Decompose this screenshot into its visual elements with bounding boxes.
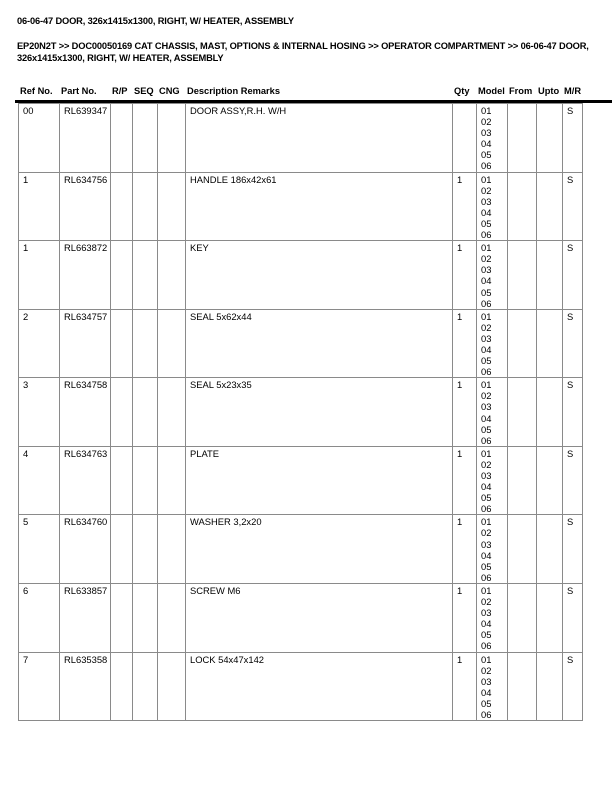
model-line: 03 bbox=[481, 607, 492, 619]
col-header-ref-no: Ref No. bbox=[20, 86, 53, 96]
rp-cell bbox=[111, 309, 133, 378]
part-no-cell: RL633857 bbox=[60, 583, 111, 652]
model-line: 05 bbox=[481, 697, 492, 709]
model-line: 04 bbox=[481, 138, 492, 150]
model-line: 02 bbox=[481, 596, 492, 608]
model-line: 05 bbox=[481, 217, 492, 229]
model-line: 06 bbox=[481, 297, 492, 309]
table-row bbox=[19, 446, 583, 515]
model-cell bbox=[477, 104, 508, 173]
from-cell bbox=[508, 378, 537, 447]
model-line: 02 bbox=[481, 664, 492, 676]
model-line: 06 bbox=[481, 434, 492, 446]
model-line: 04 bbox=[481, 618, 492, 630]
model-cell bbox=[477, 515, 508, 584]
model-line: 05 bbox=[481, 560, 492, 572]
cng-cell bbox=[158, 446, 186, 515]
from-cell bbox=[508, 241, 537, 310]
qty-cell: 1 bbox=[453, 446, 477, 515]
model-line: 03 bbox=[481, 127, 492, 139]
table-row bbox=[19, 241, 583, 310]
model-line: 05 bbox=[481, 629, 492, 641]
model-line: 02 bbox=[481, 116, 492, 128]
table-row bbox=[19, 652, 583, 721]
mr-cell: S bbox=[563, 172, 583, 241]
rp-cell bbox=[111, 446, 133, 515]
model-cell bbox=[477, 309, 508, 378]
description-cell: HANDLE 186x42x61 bbox=[186, 172, 453, 241]
upto-cell bbox=[537, 172, 563, 241]
model-line: 02 bbox=[481, 321, 492, 333]
model-line: 01 bbox=[481, 584, 492, 596]
column-header-row bbox=[18, 86, 582, 96]
ref-no-cell: 1 bbox=[19, 241, 60, 310]
rp-cell bbox=[111, 378, 133, 447]
col-header-seq: SEQ bbox=[134, 86, 154, 96]
part-no-cell: RL634758 bbox=[60, 378, 111, 447]
model-line: 03 bbox=[481, 195, 492, 207]
part-no-cell: RL634757 bbox=[60, 309, 111, 378]
description-cell: SCREW M6 bbox=[186, 583, 453, 652]
model-line: 05 bbox=[481, 149, 492, 161]
col-header-upto: Upto bbox=[538, 86, 560, 96]
col-header-rp: R/P bbox=[112, 86, 128, 96]
rp-cell bbox=[111, 515, 133, 584]
col-header-part-no: Part No. bbox=[61, 86, 97, 96]
model-line: 03 bbox=[481, 538, 492, 550]
upto-cell bbox=[537, 583, 563, 652]
from-cell bbox=[508, 309, 537, 378]
model-line: 01 bbox=[481, 173, 492, 185]
upto-cell bbox=[537, 104, 563, 173]
from-cell bbox=[508, 652, 537, 721]
ref-no-cell: 4 bbox=[19, 446, 60, 515]
part-no-cell: RL634760 bbox=[60, 515, 111, 584]
description-cell: KEY bbox=[186, 241, 453, 310]
parts-table-body bbox=[19, 104, 583, 721]
model-line: 04 bbox=[481, 412, 492, 424]
model-line: 06 bbox=[481, 640, 492, 652]
model-cell bbox=[477, 378, 508, 447]
from-cell bbox=[508, 515, 537, 584]
model-line: 01 bbox=[481, 653, 492, 665]
qty-cell bbox=[453, 104, 477, 173]
cng-cell bbox=[158, 309, 186, 378]
description-cell: SEAL 5x23x35 bbox=[186, 378, 453, 447]
model-line: 06 bbox=[481, 366, 492, 378]
part-no-cell: RL663872 bbox=[60, 241, 111, 310]
model-line: 04 bbox=[481, 275, 492, 287]
upto-cell bbox=[537, 309, 563, 378]
qty-cell: 1 bbox=[453, 241, 477, 310]
table-row bbox=[19, 104, 583, 173]
mr-cell: S bbox=[563, 241, 583, 310]
from-cell bbox=[508, 583, 537, 652]
qty-cell: 1 bbox=[453, 309, 477, 378]
upto-cell bbox=[537, 378, 563, 447]
model-line: 01 bbox=[481, 105, 492, 116]
description-cell: DOOR ASSY,R.H. W/H bbox=[186, 104, 453, 173]
mr-cell: S bbox=[563, 446, 583, 515]
seq-cell bbox=[133, 652, 158, 721]
model-line: 05 bbox=[481, 286, 492, 298]
qty-cell: 1 bbox=[453, 378, 477, 447]
mr-cell: S bbox=[563, 309, 583, 378]
table-row bbox=[19, 515, 583, 584]
ref-no-cell: 2 bbox=[19, 309, 60, 378]
model-cell bbox=[477, 241, 508, 310]
rp-cell bbox=[111, 652, 133, 721]
table-row bbox=[19, 583, 583, 652]
cng-cell bbox=[158, 378, 186, 447]
model-line: 05 bbox=[481, 423, 492, 435]
model-line: 06 bbox=[481, 503, 492, 515]
ref-no-cell: 1 bbox=[19, 172, 60, 241]
col-header-mr: M/R bbox=[564, 86, 582, 96]
mr-cell: S bbox=[563, 104, 583, 173]
ref-no-cell: 7 bbox=[19, 652, 60, 721]
model-line: 06 bbox=[481, 708, 492, 720]
table-row bbox=[19, 378, 583, 447]
description-cell: PLATE bbox=[186, 446, 453, 515]
model-line: 06 bbox=[481, 229, 492, 241]
from-cell bbox=[508, 172, 537, 241]
upto-cell bbox=[537, 446, 563, 515]
model-line: 05 bbox=[481, 492, 492, 504]
cng-cell bbox=[158, 515, 186, 584]
model-line: 02 bbox=[481, 390, 492, 402]
cng-cell bbox=[158, 241, 186, 310]
mr-cell: S bbox=[563, 515, 583, 584]
rp-cell bbox=[111, 583, 133, 652]
table-row bbox=[19, 172, 583, 241]
model-cell bbox=[477, 446, 508, 515]
ref-no-cell: 5 bbox=[19, 515, 60, 584]
qty-cell: 1 bbox=[453, 583, 477, 652]
mr-cell: S bbox=[563, 583, 583, 652]
column-header-labels bbox=[18, 86, 582, 96]
model-line: 02 bbox=[481, 184, 492, 196]
seq-cell bbox=[133, 104, 158, 173]
model-line: 01 bbox=[481, 242, 492, 254]
part-no-cell: RL634756 bbox=[60, 172, 111, 241]
seq-cell bbox=[133, 446, 158, 515]
description-cell: LOCK 54x47x142 bbox=[186, 652, 453, 721]
model-line: 06 bbox=[481, 571, 492, 583]
part-no-cell: RL635358 bbox=[60, 652, 111, 721]
part-no-cell: RL634763 bbox=[60, 446, 111, 515]
rp-cell bbox=[111, 104, 133, 173]
rp-cell bbox=[111, 172, 133, 241]
model-line: 01 bbox=[481, 447, 492, 459]
ref-no-cell: 3 bbox=[19, 378, 60, 447]
seq-cell bbox=[133, 515, 158, 584]
seq-cell bbox=[133, 172, 158, 241]
model-line: 04 bbox=[481, 343, 492, 355]
col-header-qty: Qty bbox=[454, 86, 470, 96]
cng-cell bbox=[158, 104, 186, 173]
cng-cell bbox=[158, 583, 186, 652]
description-cell: WASHER 3,2x20 bbox=[186, 515, 453, 584]
model-cell bbox=[477, 652, 508, 721]
model-line: 04 bbox=[481, 686, 492, 698]
model-line: 05 bbox=[481, 355, 492, 367]
ref-no-cell: 6 bbox=[19, 583, 60, 652]
table-row bbox=[19, 309, 583, 378]
model-line: 02 bbox=[481, 253, 492, 265]
model-line: 04 bbox=[481, 481, 492, 493]
col-header-from: From bbox=[509, 86, 533, 96]
model-cell bbox=[477, 172, 508, 241]
part-no-cell: RL639347 bbox=[60, 104, 111, 173]
model-cell bbox=[477, 583, 508, 652]
seq-cell bbox=[133, 378, 158, 447]
col-header-model: Model bbox=[478, 86, 505, 96]
model-line: 01 bbox=[481, 379, 492, 391]
seq-cell bbox=[133, 309, 158, 378]
rp-cell bbox=[111, 241, 133, 310]
seq-cell bbox=[133, 583, 158, 652]
col-header-cng: CNG bbox=[159, 86, 180, 96]
model-line: 02 bbox=[481, 527, 492, 539]
qty-cell: 1 bbox=[453, 652, 477, 721]
col-header-description: Description Remarks bbox=[187, 86, 281, 96]
model-line: 03 bbox=[481, 401, 492, 413]
cng-cell bbox=[158, 172, 186, 241]
model-line: 01 bbox=[481, 310, 492, 322]
breadcrumb: EP20N2T >> DOC00050169 CAT CHASSIS, MAST, OPTIONS & INTERNAL HOSING >> OPERATOR COMPARTMENT >> 06-06-47 DOOR, 326x1415x1300, RIGHT, W/ HEATER, ASSEMBLY bbox=[17, 41, 589, 63]
from-cell bbox=[508, 104, 537, 173]
cng-cell bbox=[158, 652, 186, 721]
model-line: 03 bbox=[481, 264, 492, 276]
model-line: 03 bbox=[481, 470, 492, 481]
upto-cell bbox=[537, 515, 563, 584]
mr-cell: S bbox=[563, 378, 583, 447]
description-cell: SEAL 5x62x44 bbox=[186, 309, 453, 378]
model-line: 03 bbox=[481, 332, 492, 344]
ref-no-cell: 00 bbox=[19, 104, 60, 173]
model-line: 01 bbox=[481, 516, 492, 528]
model-line: 04 bbox=[481, 549, 492, 561]
model-line: 03 bbox=[481, 675, 492, 687]
page-title: 06-06-47 DOOR, 326x1415x1300, RIGHT, W/ HEATER, ASSEMBLY bbox=[17, 16, 294, 26]
seq-cell bbox=[133, 241, 158, 310]
qty-cell: 1 bbox=[453, 172, 477, 241]
from-cell bbox=[508, 446, 537, 515]
model-line: 04 bbox=[481, 206, 492, 218]
parts-table bbox=[18, 103, 583, 721]
mr-cell: S bbox=[563, 652, 583, 721]
qty-cell: 1 bbox=[453, 515, 477, 584]
upto-cell bbox=[537, 652, 563, 721]
model-line: 02 bbox=[481, 458, 492, 470]
model-line: 06 bbox=[481, 160, 492, 172]
upto-cell bbox=[537, 241, 563, 310]
